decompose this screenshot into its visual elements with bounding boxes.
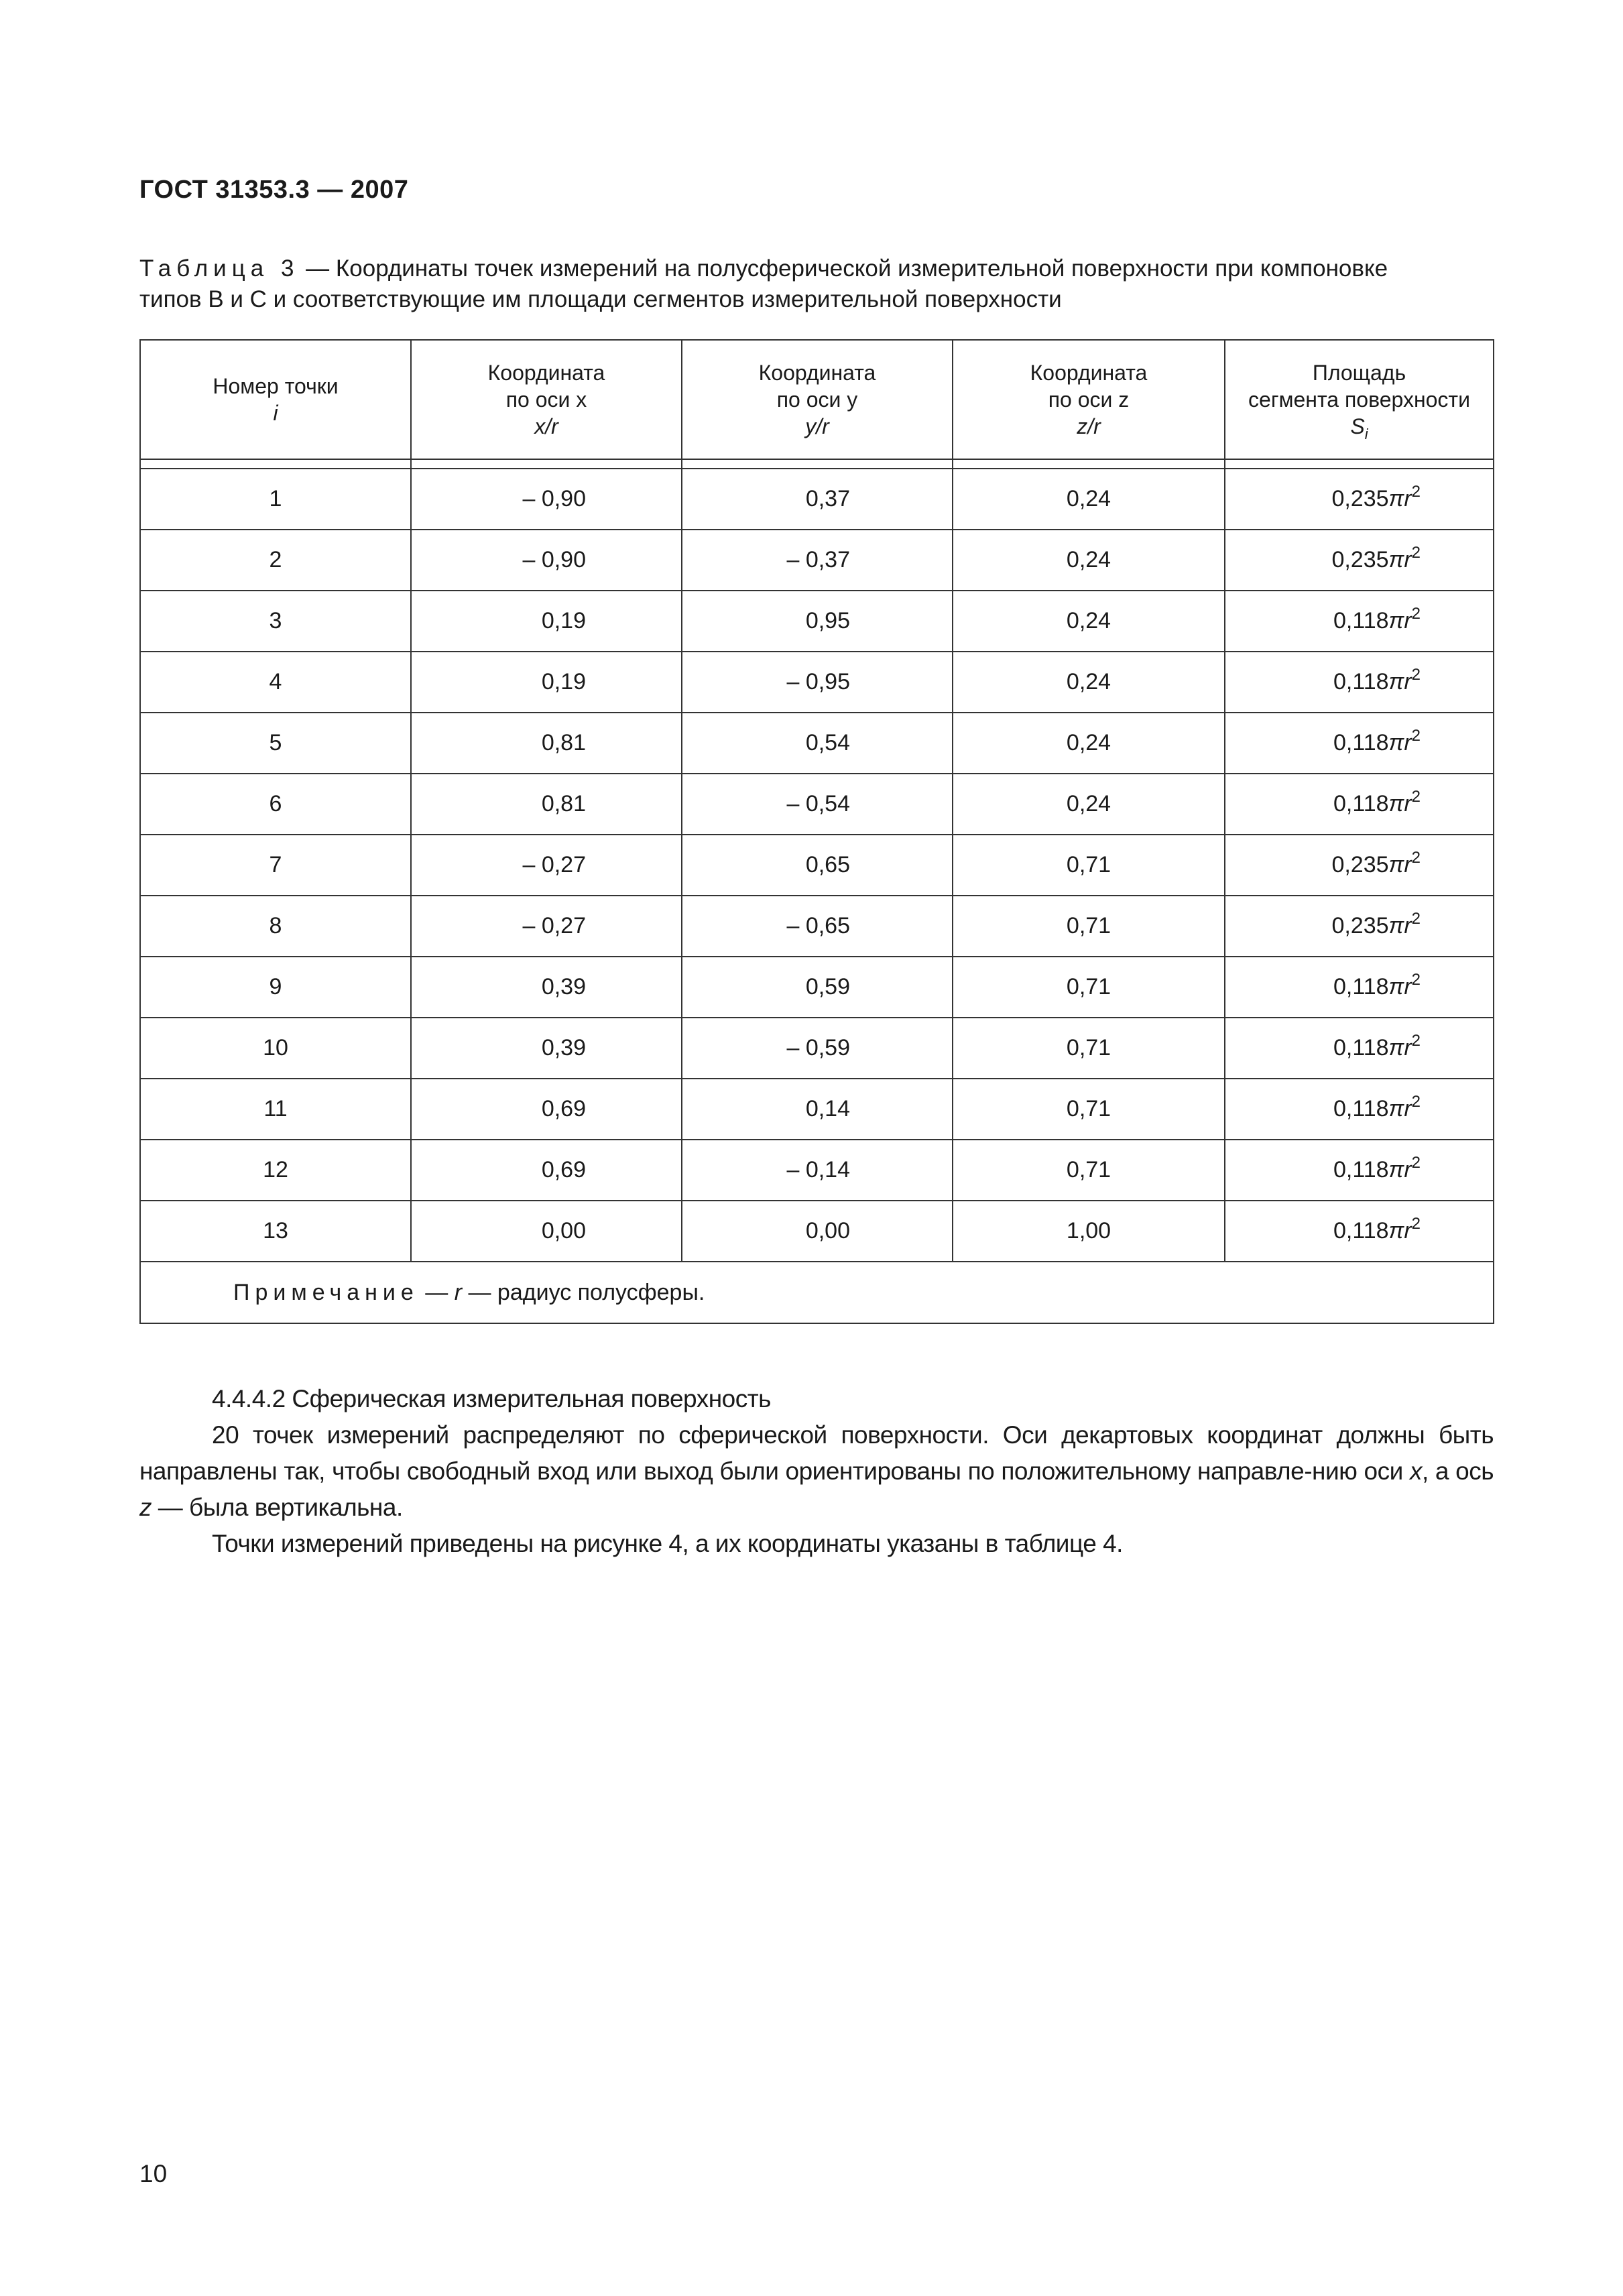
cell-area-coef: 0,118 (1333, 730, 1389, 756)
table-header-row (140, 340, 1494, 459)
cell-y: 0,54 (682, 713, 953, 774)
cell-x: – 0,90 (411, 469, 682, 530)
cell-area-r: r (1404, 669, 1412, 694)
cell-area-exponent: 2 (1411, 544, 1421, 562)
table-row (140, 1140, 1494, 1201)
note-variable: r (454, 1279, 463, 1305)
cell-area-pi: π (1388, 852, 1404, 878)
cell-area-exponent: 2 (1411, 1093, 1421, 1111)
table-row (140, 957, 1494, 1018)
cell-point-number: 12 (140, 1140, 411, 1201)
paragraph-axes-part2: , а ось (1421, 1457, 1494, 1485)
cell-z: 0,24 (953, 469, 1225, 530)
cell-area-coef: 0,235 (1331, 852, 1389, 878)
table-row (140, 530, 1494, 591)
cell-point-number: 10 (140, 1018, 411, 1079)
cell-area-coef: 0,118 (1333, 1218, 1389, 1244)
cell-z: 0,71 (953, 1079, 1225, 1140)
cell-area-pi: π (1388, 1218, 1404, 1244)
cell-area-pi: π (1388, 791, 1404, 817)
cell-area-exponent: 2 (1411, 1032, 1421, 1050)
cell-y: – 0,65 (682, 896, 953, 957)
paragraph-axes-part1: 20 точек измерений распределяют по сферической поверхности. Оси декартовых координат должны быть направлены так, чтобы свободный вход или выход были ориентированы по положительному направле-нию оси (139, 1421, 1494, 1485)
cell-y: – 0,95 (682, 652, 953, 713)
cell-x: – 0,90 (411, 530, 682, 591)
cell-y: – 0,54 (682, 774, 953, 835)
cell-z: 1,00 (953, 1201, 1225, 1262)
header-point-number-label: Номер точки (213, 374, 339, 398)
cell-point-number: 11 (140, 1079, 411, 1140)
document-code-header: ГОСТ 31353.3 — 2007 (139, 176, 409, 204)
cell-x: 0,19 (411, 591, 682, 652)
header-x-label: Координата (487, 361, 605, 385)
header-area-s: S (1350, 414, 1365, 438)
header-x-ratio: x/r (534, 414, 558, 438)
cell-area-r: r (1404, 1218, 1412, 1244)
cell-point-number: 9 (140, 957, 411, 1018)
header-z-axis: по оси z (1048, 387, 1130, 412)
header-y-axis: по оси y (776, 387, 858, 412)
header-area-symbol (1225, 413, 1493, 440)
cell-segment-area (1225, 1201, 1494, 1262)
cell-y: 0,59 (682, 957, 953, 1018)
table-row (140, 713, 1494, 774)
cell-area-pi: π (1388, 1157, 1404, 1183)
cell-area-exponent: 2 (1411, 910, 1421, 928)
note-label: Примечание (233, 1279, 419, 1305)
table-row (140, 774, 1494, 835)
cell-area-coef: 0,118 (1333, 1035, 1389, 1061)
cell-area-coef: 0,235 (1331, 486, 1389, 511)
cell-area-pi: π (1388, 974, 1404, 1000)
cell-point-number: 2 (140, 530, 411, 591)
cell-z: 0,71 (953, 835, 1225, 896)
cell-segment-area (1225, 774, 1494, 835)
table-caption-text-line2: типов В и С и соответствующие им площади сегментов измерительной поверхности (139, 286, 1062, 312)
cell-y: – 0,59 (682, 1018, 953, 1079)
cell-area-r: r (1404, 486, 1412, 511)
cell-x: 0,19 (411, 652, 682, 713)
cell-area-coef: 0,118 (1333, 974, 1389, 1000)
cell-x: 0,81 (411, 713, 682, 774)
cell-segment-area (1225, 1079, 1494, 1140)
header-point-number (140, 340, 411, 459)
header-z-ratio: z/r (1077, 414, 1101, 438)
cell-area-exponent: 2 (1411, 483, 1421, 501)
header-z-coordinate (953, 340, 1225, 459)
cell-x: 0,39 (411, 1018, 682, 1079)
table-row (140, 1079, 1494, 1140)
table-caption-text-line1: — Координаты точек измерений на полусферической измерительной поверхности при компоновке (299, 255, 1388, 282)
cell-area-coef: 0,118 (1333, 608, 1389, 633)
cell-x: 0,69 (411, 1079, 682, 1140)
cell-area-coef: 0,118 (1333, 669, 1389, 694)
cell-y: 0,37 (682, 469, 953, 530)
cell-area-pi: π (1388, 547, 1404, 572)
paragraph-axes-z: z (139, 1494, 152, 1521)
cell-area-exponent: 2 (1411, 605, 1421, 623)
cell-x: 0,00 (411, 1201, 682, 1262)
header-point-number-symbol: i (273, 401, 278, 425)
cell-area-pi: π (1388, 913, 1404, 939)
table-note-row (140, 1262, 1494, 1323)
cell-area-coef: 0,118 (1333, 791, 1389, 817)
cell-segment-area (1225, 469, 1494, 530)
cell-area-exponent: 2 (1411, 788, 1421, 806)
cell-area-r: r (1404, 974, 1412, 1000)
cell-point-number: 8 (140, 896, 411, 957)
cell-segment-area (1225, 1018, 1494, 1079)
cell-area-exponent: 2 (1411, 666, 1421, 684)
cell-area-exponent: 2 (1411, 849, 1421, 867)
paragraph-axes-part3: — была вертикальна. (152, 1494, 403, 1521)
cell-area-r: r (1404, 1035, 1412, 1061)
paragraph-axes-x: x (1409, 1457, 1422, 1485)
cell-x: 0,69 (411, 1140, 682, 1201)
cell-z: 0,24 (953, 591, 1225, 652)
table-row (140, 835, 1494, 896)
note-dash: — (418, 1279, 455, 1305)
body-text (139, 1381, 1494, 1562)
cell-area-r: r (1404, 547, 1412, 572)
cell-area-pi: π (1388, 608, 1404, 633)
cell-area-pi: π (1388, 730, 1404, 756)
cell-area-r: r (1404, 1157, 1412, 1183)
cell-area-coef: 0,235 (1331, 913, 1389, 939)
cell-point-number: 7 (140, 835, 411, 896)
cell-x: 0,39 (411, 957, 682, 1018)
cell-z: 0,71 (953, 1140, 1225, 1201)
header-y-coordinate (682, 340, 953, 459)
cell-area-pi: π (1388, 1035, 1404, 1061)
cell-area-r: r (1404, 1096, 1412, 1122)
cell-area-coef: 0,235 (1331, 547, 1389, 572)
header-area-desc: сегмента поверхности (1248, 387, 1470, 412)
cell-point-number: 1 (140, 469, 411, 530)
table-row (140, 1201, 1494, 1262)
table-row (140, 652, 1494, 713)
cell-area-exponent: 2 (1411, 1154, 1421, 1172)
cell-segment-area (1225, 652, 1494, 713)
cell-area-r: r (1404, 791, 1412, 817)
cell-segment-area (1225, 957, 1494, 1018)
header-y-label: Координата (758, 361, 876, 385)
note-text: — радиус полусферы. (462, 1279, 705, 1305)
header-z-label: Координата (1030, 361, 1148, 385)
header-x-coordinate (411, 340, 682, 459)
cell-z: 0,24 (953, 652, 1225, 713)
cell-area-r: r (1404, 852, 1412, 878)
cell-y: 0,14 (682, 1079, 953, 1140)
paragraph-axes (139, 1417, 1494, 1526)
table-caption-label: Таблица 3 (139, 255, 300, 282)
section-heading: 4.4.4.2 Сферическая измерительная поверхность (212, 1385, 771, 1412)
page-number: 10 (139, 2160, 168, 2187)
paragraph-reference: Точки измерений приведены на рисунке 4, а их координаты указаны в таблице 4. (212, 1530, 1123, 1557)
cell-z: 0,24 (953, 713, 1225, 774)
cell-segment-area (1225, 835, 1494, 896)
header-x-axis: по оси x (505, 387, 587, 412)
table-row (140, 896, 1494, 957)
header-segment-area (1225, 340, 1494, 459)
cell-z: 0,71 (953, 1018, 1225, 1079)
cell-area-coef: 0,118 (1333, 1157, 1389, 1183)
table-row (140, 1018, 1494, 1079)
cell-area-r: r (1404, 913, 1412, 939)
cell-area-coef: 0,118 (1333, 1096, 1389, 1122)
cell-point-number: 3 (140, 591, 411, 652)
cell-x: 0,81 (411, 774, 682, 835)
table-note (140, 1262, 1494, 1323)
cell-segment-area (1225, 591, 1494, 652)
cell-area-pi: π (1388, 486, 1404, 511)
table-row (140, 591, 1494, 652)
cell-y: 0,00 (682, 1201, 953, 1262)
cell-area-exponent: 2 (1411, 1215, 1421, 1233)
cell-z: 0,24 (953, 530, 1225, 591)
table-header-separator (140, 459, 1494, 469)
cell-point-number: 13 (140, 1201, 411, 1262)
header-area-label: Площадь (1312, 361, 1406, 385)
header-y-ratio: y/r (805, 414, 829, 438)
cell-area-r: r (1404, 608, 1412, 633)
cell-y: – 0,14 (682, 1140, 953, 1201)
cell-segment-area (1225, 1140, 1494, 1201)
cell-y: – 0,37 (682, 530, 953, 591)
cell-x: – 0,27 (411, 896, 682, 957)
cell-y: 0,65 (682, 835, 953, 896)
cell-point-number: 5 (140, 713, 411, 774)
cell-area-exponent: 2 (1411, 727, 1421, 745)
cell-area-pi: π (1388, 1096, 1404, 1122)
cell-z: 0,24 (953, 774, 1225, 835)
cell-area-r: r (1404, 730, 1412, 756)
coordinates-table (139, 339, 1494, 1324)
cell-z: 0,71 (953, 896, 1225, 957)
table-caption (139, 253, 1494, 315)
cell-area-exponent: 2 (1411, 971, 1421, 989)
table-row (140, 469, 1494, 530)
cell-point-number: 4 (140, 652, 411, 713)
cell-segment-area (1225, 530, 1494, 591)
cell-z: 0,71 (953, 957, 1225, 1018)
cell-segment-area (1225, 713, 1494, 774)
cell-x: – 0,27 (411, 835, 682, 896)
cell-y: 0,95 (682, 591, 953, 652)
header-area-sub: i (1364, 426, 1368, 442)
cell-area-pi: π (1388, 669, 1404, 694)
cell-point-number: 6 (140, 774, 411, 835)
cell-segment-area (1225, 896, 1494, 957)
